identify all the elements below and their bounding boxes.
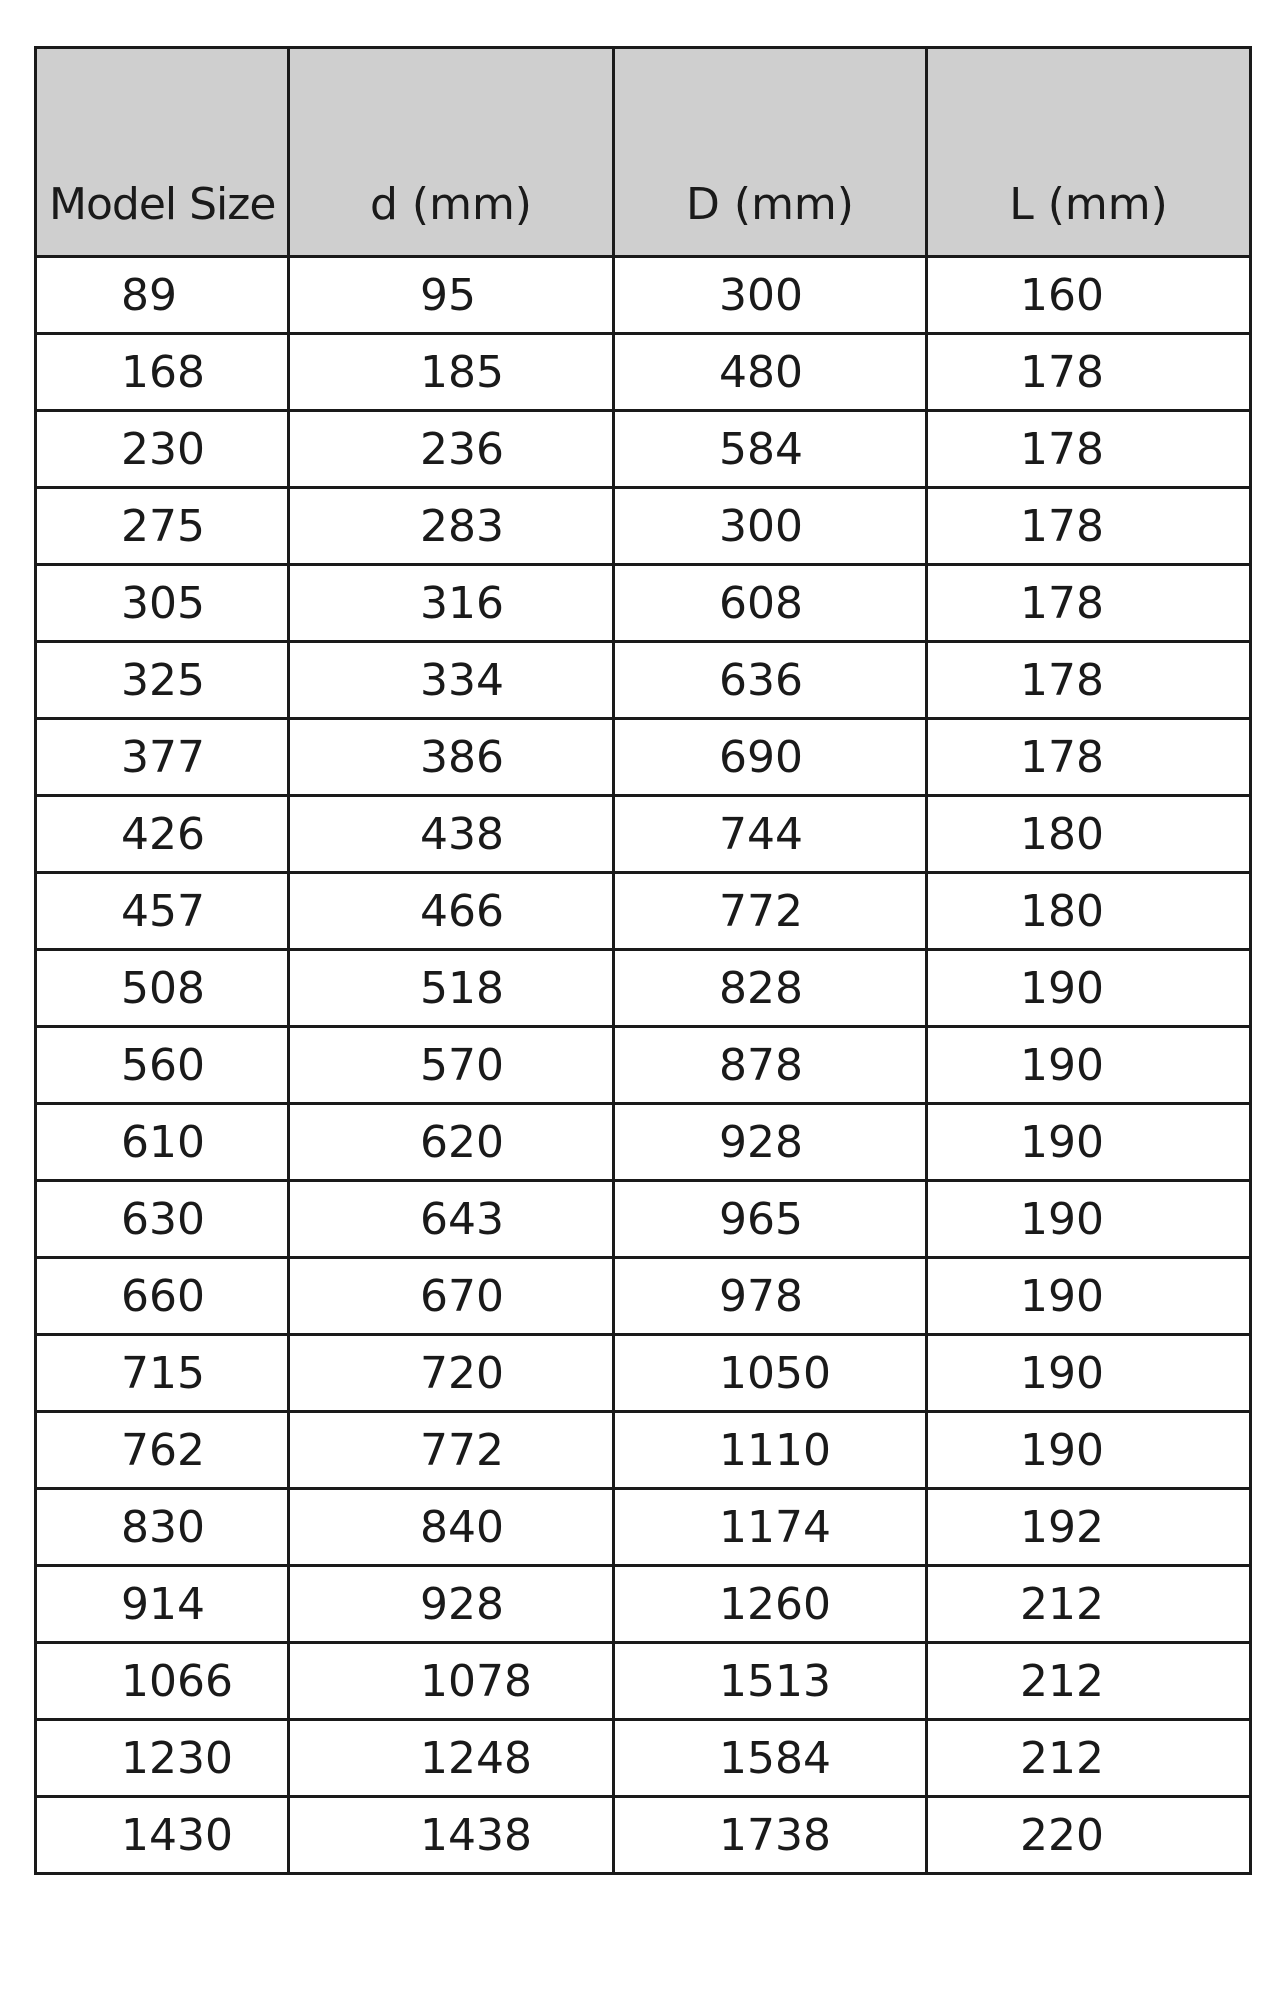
- cell-model-size: 762: [36, 1412, 289, 1489]
- cell-inner-diameter: 316: [289, 565, 614, 642]
- cell-inner-diameter: 334: [289, 642, 614, 719]
- cell-length: 180: [927, 796, 1251, 873]
- cell-inner-diameter: 236: [289, 411, 614, 488]
- cell-length: 190: [927, 1104, 1251, 1181]
- cell-outer-diameter: 1174: [614, 1489, 927, 1566]
- cell-length: 178: [927, 334, 1251, 411]
- table-row: [36, 1027, 1251, 1104]
- cell-outer-diameter: 300: [614, 488, 927, 565]
- table-row: [36, 1797, 1251, 1874]
- cell-inner-diameter: 928: [289, 1566, 614, 1643]
- cell-outer-diameter: 772: [614, 873, 927, 950]
- cell-inner-diameter: 840: [289, 1489, 614, 1566]
- cell-model-size: 1230: [36, 1720, 289, 1797]
- cell-outer-diameter: 300: [614, 257, 927, 334]
- cell-inner-diameter: 620: [289, 1104, 614, 1181]
- cell-length: 190: [927, 1335, 1251, 1412]
- cell-length: 212: [927, 1566, 1251, 1643]
- table-row: [36, 642, 1251, 719]
- table-row: [36, 1258, 1251, 1335]
- cell-model-size: 230: [36, 411, 289, 488]
- cell-outer-diameter: 878: [614, 1027, 927, 1104]
- cell-length: 212: [927, 1720, 1251, 1797]
- cell-model-size: 630: [36, 1181, 289, 1258]
- header-outer-diameter: D (mm): [614, 48, 927, 257]
- cell-inner-diameter: 438: [289, 796, 614, 873]
- cell-length: 190: [927, 1412, 1251, 1489]
- cell-model-size: 426: [36, 796, 289, 873]
- table-row: [36, 488, 1251, 565]
- cell-model-size: 610: [36, 1104, 289, 1181]
- cell-outer-diameter: 584: [614, 411, 927, 488]
- cell-inner-diameter: 670: [289, 1258, 614, 1335]
- cell-model-size: 1430: [36, 1797, 289, 1874]
- cell-length: 180: [927, 873, 1251, 950]
- cell-inner-diameter: 95: [289, 257, 614, 334]
- cell-model-size: 89: [36, 257, 289, 334]
- cell-outer-diameter: 480: [614, 334, 927, 411]
- table-body: [36, 257, 1251, 1874]
- cell-length: 190: [927, 1027, 1251, 1104]
- cell-length: 192: [927, 1489, 1251, 1566]
- cell-inner-diameter: 185: [289, 334, 614, 411]
- cell-length: 160: [927, 257, 1251, 334]
- cell-outer-diameter: 1260: [614, 1566, 927, 1643]
- table-row: [36, 1412, 1251, 1489]
- cell-outer-diameter: 1738: [614, 1797, 927, 1874]
- cell-inner-diameter: 570: [289, 1027, 614, 1104]
- cell-model-size: 715: [36, 1335, 289, 1412]
- cell-length: 212: [927, 1643, 1251, 1720]
- cell-inner-diameter: 283: [289, 488, 614, 565]
- cell-model-size: 377: [36, 719, 289, 796]
- cell-outer-diameter: 1584: [614, 1720, 927, 1797]
- cell-inner-diameter: 772: [289, 1412, 614, 1489]
- header-row: [36, 48, 1251, 257]
- cell-outer-diameter: 1050: [614, 1335, 927, 1412]
- cell-model-size: 1066: [36, 1643, 289, 1720]
- cell-length: 178: [927, 565, 1251, 642]
- table-row: [36, 1720, 1251, 1797]
- cell-length: 220: [927, 1797, 1251, 1874]
- cell-model-size: 660: [36, 1258, 289, 1335]
- cell-length: 178: [927, 411, 1251, 488]
- cell-inner-diameter: 518: [289, 950, 614, 1027]
- cell-outer-diameter: 1110: [614, 1412, 927, 1489]
- cell-outer-diameter: 965: [614, 1181, 927, 1258]
- cell-outer-diameter: 978: [614, 1258, 927, 1335]
- cell-outer-diameter: 608: [614, 565, 927, 642]
- cell-model-size: 275: [36, 488, 289, 565]
- cell-inner-diameter: 1438: [289, 1797, 614, 1874]
- table-row: [36, 565, 1251, 642]
- header-length: L (mm): [927, 48, 1251, 257]
- table-row: [36, 334, 1251, 411]
- header-model-size: Model Size: [36, 48, 289, 257]
- cell-model-size: 914: [36, 1566, 289, 1643]
- cell-inner-diameter: 1248: [289, 1720, 614, 1797]
- table-row: [36, 1489, 1251, 1566]
- cell-model-size: 325: [36, 642, 289, 719]
- table-row: [36, 796, 1251, 873]
- cell-length: 190: [927, 950, 1251, 1027]
- table-row: [36, 1643, 1251, 1720]
- cell-inner-diameter: 1078: [289, 1643, 614, 1720]
- cell-outer-diameter: 636: [614, 642, 927, 719]
- table-row: [36, 1566, 1251, 1643]
- cell-model-size: 305: [36, 565, 289, 642]
- table-row: [36, 1181, 1251, 1258]
- cell-length: 178: [927, 488, 1251, 565]
- cell-length: 190: [927, 1258, 1251, 1335]
- cell-length: 178: [927, 642, 1251, 719]
- cell-outer-diameter: 744: [614, 796, 927, 873]
- table-row: [36, 950, 1251, 1027]
- table-row: [36, 411, 1251, 488]
- table-row: [36, 719, 1251, 796]
- cell-outer-diameter: 828: [614, 950, 927, 1027]
- cell-inner-diameter: 720: [289, 1335, 614, 1412]
- cell-model-size: 508: [36, 950, 289, 1027]
- table-row: [36, 257, 1251, 334]
- cell-outer-diameter: 690: [614, 719, 927, 796]
- table-row: [36, 873, 1251, 950]
- cell-outer-diameter: 928: [614, 1104, 927, 1181]
- cell-inner-diameter: 643: [289, 1181, 614, 1258]
- table-row: [36, 1104, 1251, 1181]
- cell-length: 178: [927, 719, 1251, 796]
- model-size-table: [34, 46, 1252, 1875]
- cell-inner-diameter: 386: [289, 719, 614, 796]
- cell-model-size: 457: [36, 873, 289, 950]
- cell-outer-diameter: 1513: [614, 1643, 927, 1720]
- cell-model-size: 168: [36, 334, 289, 411]
- header-inner-diameter: d (mm): [289, 48, 614, 257]
- table-row: [36, 1335, 1251, 1412]
- cell-length: 190: [927, 1181, 1251, 1258]
- cell-inner-diameter: 466: [289, 873, 614, 950]
- cell-model-size: 560: [36, 1027, 289, 1104]
- cell-model-size: 830: [36, 1489, 289, 1566]
